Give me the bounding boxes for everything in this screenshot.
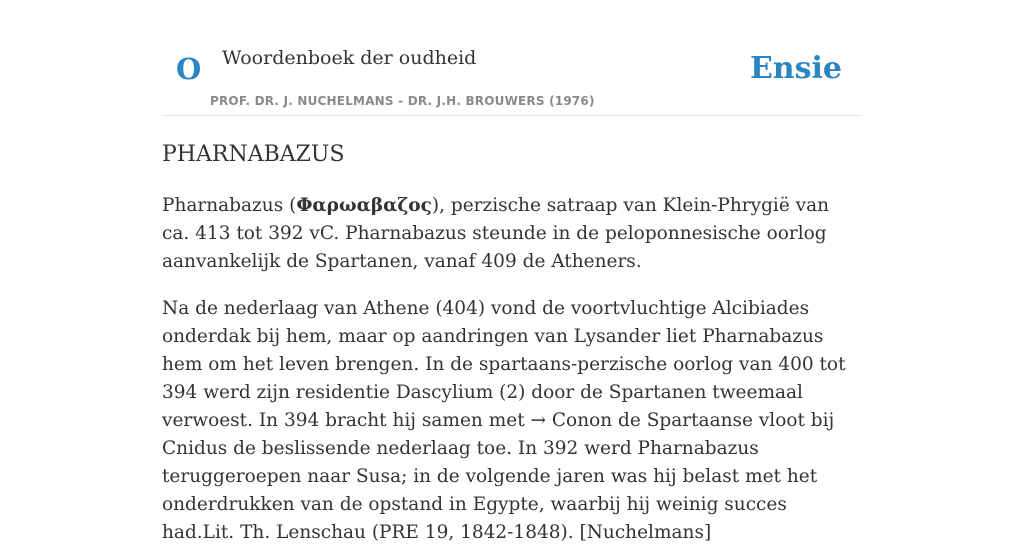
entry-paragraph-2: Na de nederlaag van Athene (404) vond de voortvluchtige Alcibiades onderdak bij hem, maar op aandringen van Lysander liet Pharnabazus hem om het leven brengen. In de spartaans-perzische oorlog van 400 tot 394 werd zijn residentie Dascylium (2) door de Spartanen tweemaal verwoest. In 394 bracht hij samen met → Conon de Spartaanse vloot bij Cnidus de beslissende nederlaag toe. In 392 werd Pharnabazus teruggeroepen naar Susa; in de volgende jaren was hij belast met het onderdrukken van de opstand in Egypte, waarbij hij weinig succes had.Lit. Th. Lenschau (PRE 19, 1842-1848). [Nuchelmans] <box>162 298 846 543</box>
header <box>162 0 862 116</box>
entry-paragraph-1 <box>162 192 862 276</box>
book-title[interactable]: Woordenboek der oudheid <box>222 47 477 69</box>
entry-title: PHARNABAZUS <box>162 142 345 167</box>
ensie-logo-link[interactable]: Ensie <box>749 51 842 86</box>
entry-paragraph-1-start: Pharnabazus ( <box>162 195 297 216</box>
index-letter[interactable]: O <box>176 52 202 86</box>
book-authors: PROF. DR. J. NUCHELMANS - DR. J.H. BROUWERS (1976) <box>210 94 595 108</box>
page <box>162 0 862 547</box>
entry-paragraph-1-rest: ), perzische satraap van Klein-Phrygië van ca. 413 tot 392 vC. Pharnabazus steunde in de peloponnesische oorlog aanvankelijk de Spartanen, vanaf 409 de Atheners. <box>162 195 830 272</box>
greek-name: Φαρωαβαζος <box>296 195 432 216</box>
